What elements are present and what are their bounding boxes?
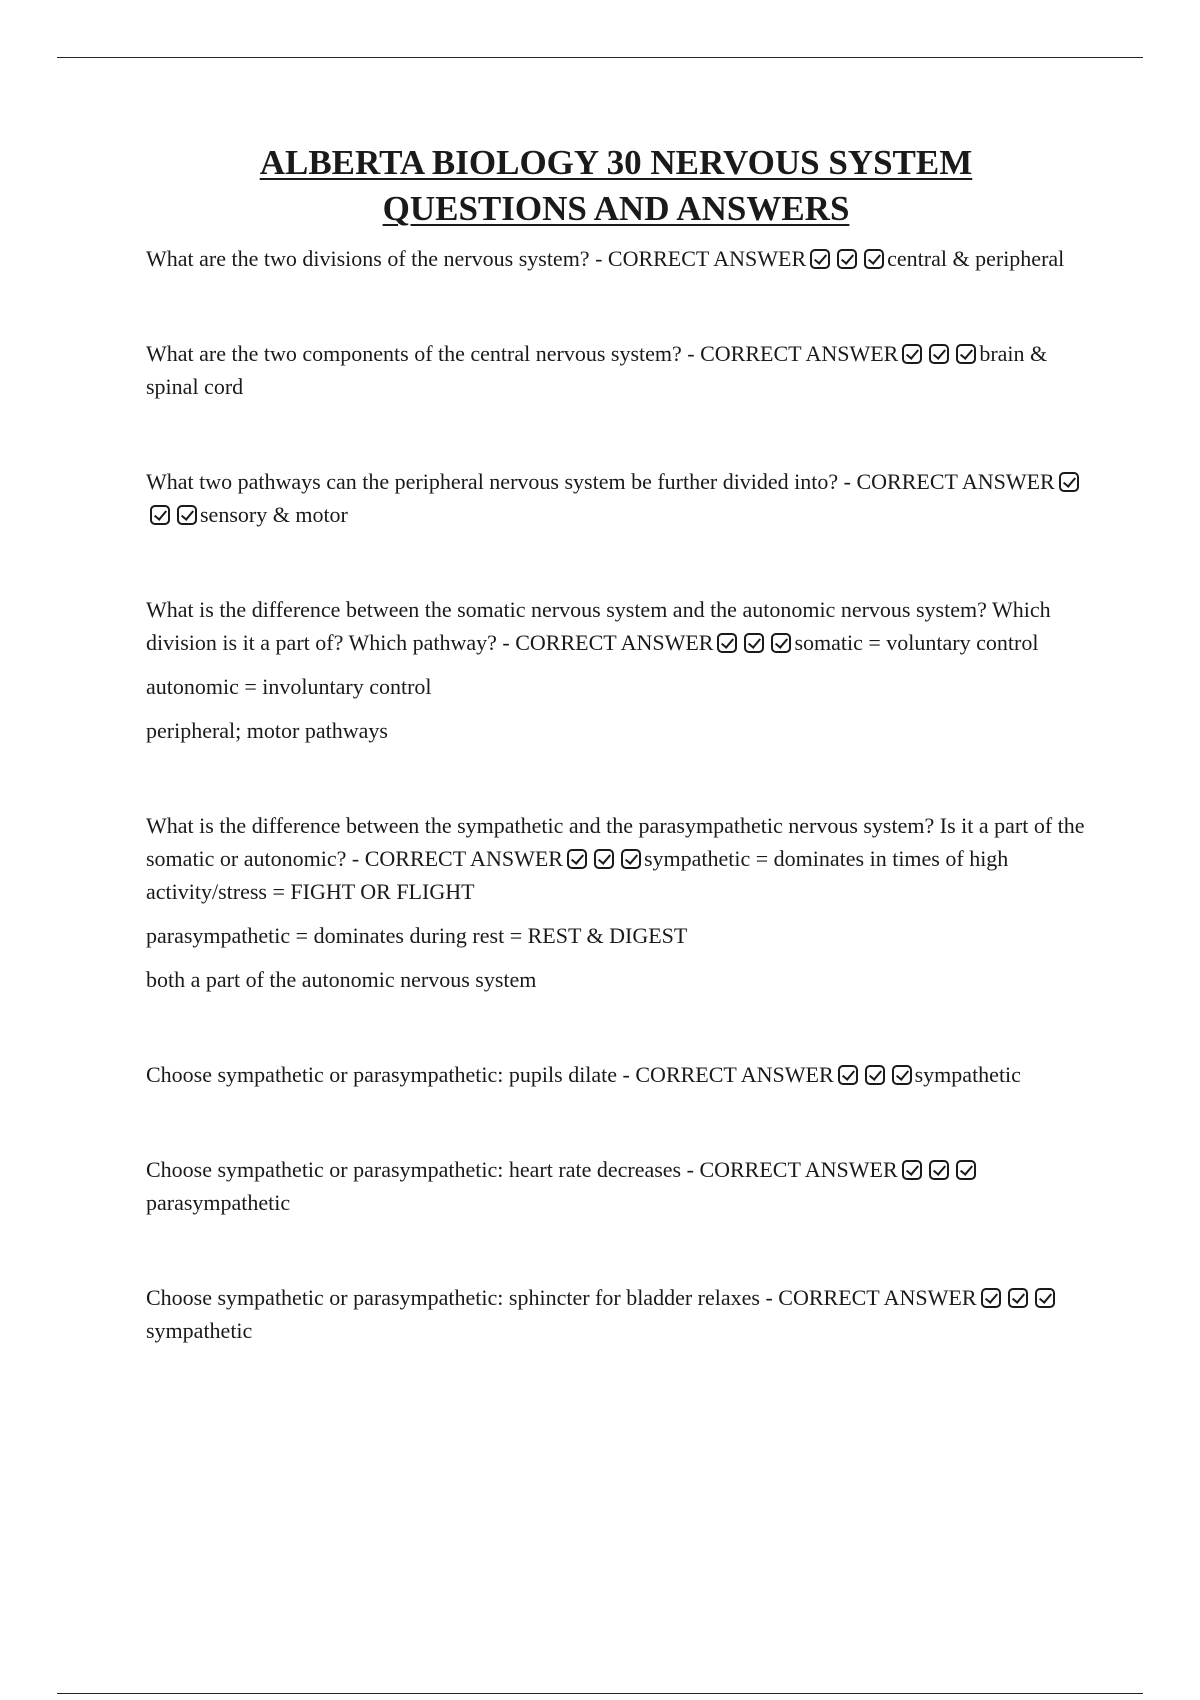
qa-line xyxy=(146,465,1086,531)
checkbox-check-icon xyxy=(838,1065,858,1085)
checkbox-check-icon xyxy=(771,633,791,653)
checkbox-check-icon xyxy=(810,249,830,269)
qa-item xyxy=(146,1058,1086,1091)
qa-item xyxy=(146,593,1086,747)
question-text: What two pathways can the peripheral nervous system be further divided into? - CORRECT ANSWER xyxy=(146,469,1055,494)
question-text: What are the two divisions of the nervous system? - CORRECT ANSWER xyxy=(146,246,807,271)
checkbox-check-icon xyxy=(594,849,614,869)
answer-text: sympathetic xyxy=(146,1318,253,1343)
question-text: Choose sympathetic or parasympathetic: pupils dilate - CORRECT ANSWER xyxy=(146,1062,834,1087)
answer-text: parasympathetic xyxy=(146,1190,291,1215)
answer-text: brain & spinal cord xyxy=(146,341,1048,399)
qa-line xyxy=(146,809,1086,908)
answer-detail-line: parasympathetic = dominates during rest = REST & DIGEST xyxy=(146,923,688,948)
qa-line xyxy=(146,593,1086,659)
checkbox-check-icon xyxy=(1059,472,1079,492)
checkbox-check-icon xyxy=(177,505,197,525)
question-text: What is the difference between the somatic nervous system and the autonomic nervous system? Which division is it a part of? Which pathway? - CORRECT ANSWER xyxy=(146,597,1051,655)
checkbox-check-icon xyxy=(956,1160,976,1180)
title-line-2: QUESTIONS AND ANSWERS xyxy=(382,189,850,228)
answer-text: central & peripheral xyxy=(887,246,1065,271)
checkbox-check-icon xyxy=(150,505,170,525)
checkbox-check-icon xyxy=(1035,1288,1055,1308)
checkbox-check-icon xyxy=(902,344,922,364)
qa-line xyxy=(146,1281,1086,1347)
checkbox-check-icon xyxy=(621,849,641,869)
qa-line xyxy=(146,337,1086,403)
checkbox-check-icon xyxy=(1008,1288,1028,1308)
checkbox-check-icon xyxy=(981,1288,1001,1308)
answer-detail-line: both a part of the autonomic nervous system xyxy=(146,967,537,992)
answer-text: sensory & motor xyxy=(200,502,348,527)
question-text: What are the two components of the central nervous system? - CORRECT ANSWER xyxy=(146,341,899,366)
bottom-rule xyxy=(57,1693,1143,1694)
answer-text: somatic = voluntary control xyxy=(794,630,1039,655)
qa-line xyxy=(146,1153,1086,1219)
qa-line xyxy=(146,242,1086,275)
checkbox-check-icon xyxy=(956,344,976,364)
qa-line xyxy=(146,1058,1086,1091)
answer-text: sympathetic = dominates in times of high activity/stress = FIGHT OR FLIGHT xyxy=(146,846,1009,904)
checkbox-check-icon xyxy=(865,1065,885,1085)
question-text: Choose sympathetic or parasympathetic: sphincter for bladder relaxes - CORRECT ANSWER xyxy=(146,1285,977,1310)
question-text: What is the difference between the sympathetic and the parasympathetic nervous system? Is it a part of the somatic or autonomic? - CORRECT ANSWER xyxy=(146,813,1085,871)
checkbox-check-icon xyxy=(837,249,857,269)
qa-item xyxy=(146,465,1086,531)
checkbox-check-icon xyxy=(744,633,764,653)
qa-item xyxy=(146,809,1086,996)
checkbox-check-icon xyxy=(902,1160,922,1180)
qa-list xyxy=(146,242,1086,1347)
title-line-1: ALBERTA BIOLOGY 30 NERVOUS SYSTEM xyxy=(259,143,973,182)
document-body xyxy=(146,140,1086,1347)
answer-detail-line: autonomic = involuntary control xyxy=(146,674,432,699)
checkbox-check-icon xyxy=(929,344,949,364)
question-text: Choose sympathetic or parasympathetic: heart rate decreases - CORRECT ANSWER xyxy=(146,1157,898,1182)
checkbox-check-icon xyxy=(717,633,737,653)
page-title xyxy=(146,140,1086,232)
answer-detail-line: peripheral; motor pathways xyxy=(146,718,388,743)
qa-item xyxy=(146,242,1086,275)
checkbox-check-icon xyxy=(892,1065,912,1085)
qa-item xyxy=(146,1281,1086,1347)
qa-item xyxy=(146,337,1086,403)
answer-text: sympathetic xyxy=(914,1062,1021,1087)
checkbox-check-icon xyxy=(864,249,884,269)
checkbox-check-icon xyxy=(567,849,587,869)
qa-item xyxy=(146,1153,1086,1219)
top-rule xyxy=(57,57,1143,58)
checkbox-check-icon xyxy=(929,1160,949,1180)
